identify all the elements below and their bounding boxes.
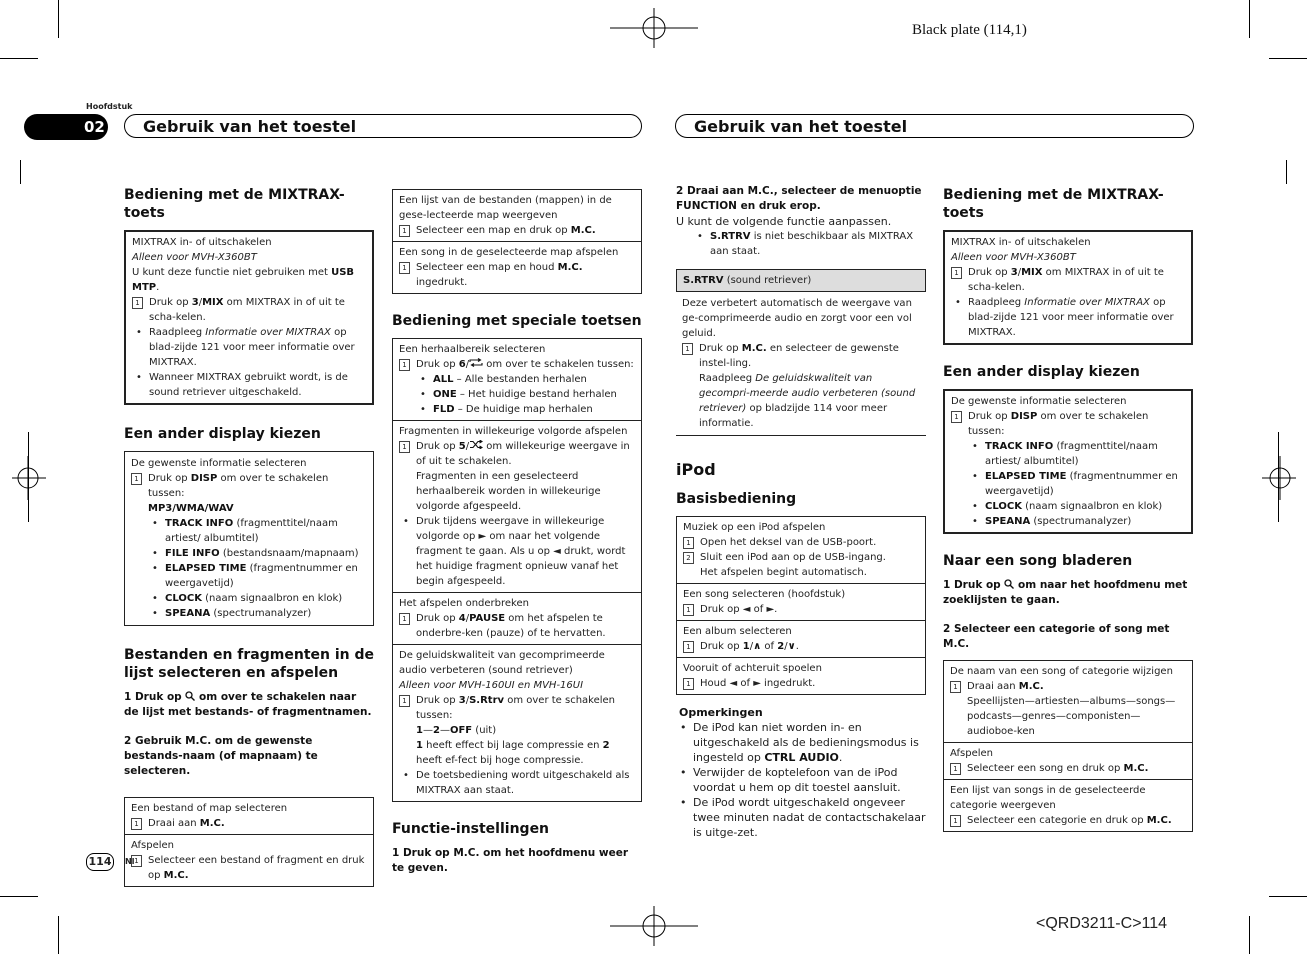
box-heading: De gewenste informatie selecteren <box>951 396 1127 407</box>
bullet: • De toetsbediening wordt uitgeschakeld als MIXTRAX aan staat. <box>399 768 635 798</box>
sub-bullet: • ONE – Het huidige bestand herhalen <box>399 387 635 402</box>
sub-bullet: • ELAPSED TIME (fragmentnummer en weergavetijd) <box>951 469 1185 499</box>
chapter-number: 02 <box>84 118 105 136</box>
crop-mark <box>58 916 59 954</box>
numbered-step: 1 Selecteer een categorie en druk op M.C. <box>950 813 1186 828</box>
box-heading: Een album selecteren <box>683 626 792 637</box>
numbered-step: 2 Sluit een iPod aan op de USB-ingang. <box>683 550 919 565</box>
numbered-step: 1 Druk op DISP om over te schakelen tussen: <box>131 471 367 501</box>
box-heading: Afspelen <box>950 748 993 759</box>
numbered-step: 1 Draai aan M.C. <box>131 816 367 831</box>
column-4 <box>943 186 1193 832</box>
sub-bullet: • TRACK INFO (fragmenttitel/naam artiest/ albumtitel) <box>951 439 1185 469</box>
document-code: <QRD3211-C>114 <box>1036 915 1168 932</box>
box-section <box>125 834 373 886</box>
text: U kunt de volgende functie aanpassen. <box>676 215 892 228</box>
srtrv-header: S.RTRV (sound retriever) <box>676 269 926 292</box>
heading: Naar een song bladeren <box>943 553 1133 569</box>
heading: Bediening met de MIXTRAX-toets <box>943 187 1164 221</box>
numbered-step: 1 Houd ◄ of ► ingedrukt. <box>683 676 919 691</box>
box-heading: Een lijst van songs in de geselecteerde categorie weergeven <box>950 785 1146 811</box>
numbered-step: 1 Druk op 3/S.Rtrv om over te schakelen tussen: <box>399 693 635 723</box>
box-heading: Een bestand of map selecteren <box>131 803 288 814</box>
box-heading: Muziek op een iPod afspelen <box>683 522 826 533</box>
box-section <box>677 583 925 620</box>
bullet: • Raadpleeg Informatie over MIXTRAX op blad-zijde 121 voor meer informatie over MIXTRAX. <box>132 325 366 370</box>
heading: Bestanden en fragmenten in de lijst selecteren en afspelen <box>124 647 374 681</box>
box-section <box>945 391 1191 532</box>
srtrv-block <box>676 269 926 436</box>
text: Deze verbetert automatisch de weergave van ge-comprimeerde audio en zorgt voor een vol geluid. <box>682 298 912 339</box>
chapter-label: Hoofdstuk <box>86 102 133 111</box>
heading: Bediening met de MIXTRAX-toets <box>124 187 345 221</box>
box-section <box>677 657 925 694</box>
select-box <box>124 797 374 887</box>
numbered-step: 1 Selecteer een map en druk op M.C. <box>399 223 635 238</box>
box-heading: De gewenste informatie selecteren <box>131 458 307 469</box>
box-heading: Vooruit of achteruit spoelen <box>683 663 822 674</box>
crop-mark <box>20 160 21 184</box>
box-section <box>944 742 1192 779</box>
box-heading: Een herhaalbereik selecteren <box>399 344 546 355</box>
crop-mark <box>0 896 38 897</box>
box-section <box>393 420 641 592</box>
numbered-step: 1 Open het deksel van de USB-poort. <box>683 535 919 550</box>
bullet: • Wanneer MIXTRAX gebruikt wordt, is de sound retriever uitgeschakeld. <box>132 370 366 400</box>
numbered-step: 1 Druk op M.C. en selecteer de gewenste instel-ling. <box>682 341 920 371</box>
box-section <box>393 592 641 644</box>
step-number: 1 <box>132 297 143 309</box>
crop-mark <box>1269 896 1307 897</box>
text: Fragmenten in een geselecteerd herhaalbereik worden in willekeurige volgorde afgespeeld. <box>416 471 601 512</box>
text: Speellijsten—artiesten—albums—songs—podcasts—genres—componisten—audioboe-ken <box>967 696 1176 737</box>
bullet: • De iPod wordt uitgeschakeld ongeveer twee minuten nadat de contactschakelaar is uitge-zet. <box>676 795 926 840</box>
sub-bullet: • SPEANA (spectrumanalyzer) <box>131 606 367 621</box>
numbered-step: 1 Druk op DISP om over te schakelen tussen: <box>951 409 1185 439</box>
box-heading: Fragmenten in willekeurige volgorde afspelen <box>399 426 628 437</box>
numbered-step: 1 Druk op 5/ om willekeurige weergave in of uit te schakelen. <box>399 439 635 469</box>
sub-bullet: • FILE INFO (bestandsnaam/mapnaam) <box>131 546 367 561</box>
shuffle-icon <box>469 440 483 449</box>
text: Het afspelen begint automatisch. <box>700 567 867 578</box>
box-section <box>945 232 1191 343</box>
model-note: Alleen voor MVH-160UI en MVH-16UI <box>399 680 584 691</box>
notes-heading: Opmerkingen <box>679 706 763 719</box>
model-note: Alleen voor MVH-X360BT <box>132 252 257 263</box>
box-heading: De naam van een song of categorie wijzigen <box>950 666 1173 677</box>
crop-mark <box>1249 0 1250 38</box>
numbered-step: 1 Draai aan M.C. <box>950 679 1186 694</box>
heading: Basisbediening <box>676 491 797 507</box>
box-heading: Afspelen <box>131 840 174 851</box>
box-section <box>677 517 925 583</box>
box-section <box>393 241 641 293</box>
box-heading: Een lijst van de bestanden (mappen) in de gese-lecteerde map weergeven <box>399 195 612 221</box>
sub-bullet: • S.RTRV is niet beschikbaar als MIXTRAX aan staat. <box>676 229 926 259</box>
box-heading: Een song in de geselecteerde map afspelen <box>399 247 619 258</box>
registration-mark-top <box>610 8 698 48</box>
sub-bullet: • CLOCK (naam signaalbron en klok) <box>951 499 1185 514</box>
list-box <box>392 189 642 294</box>
numbered-step: 1 Druk op 6/ om over te schakelen tussen: <box>399 357 635 372</box>
search-icon <box>185 691 195 701</box>
section-header-right <box>675 114 1194 138</box>
numbered-step: 1 Druk op ◄ of ►. <box>683 602 919 617</box>
section-title: Gebruik van het toestel <box>143 117 357 136</box>
bullet: • Druk tijdens weergave in willekeurige volgorde op ► om naar het volgende fragment te gaan. Als u op ◄ drukt, wordt het huidige fragment opnieuw vanaf het begin afgespeeld. <box>399 514 635 589</box>
numbered-step: 1 Selecteer een song en druk op M.C. <box>950 761 1186 776</box>
display-box <box>943 389 1193 534</box>
box-section <box>944 779 1192 831</box>
plate-label: Black plate (114,1) <box>912 22 1027 38</box>
box-heading: De geluidskwaliteit van gecomprimeerde audio verbeteren (sound retriever) <box>399 650 605 676</box>
bullet: • Verwijder de koptelefoon van de iPod voordat u hem op dit toestel aansluit. <box>676 765 926 795</box>
sub-bullet: • FLD – De huidige map herhalen <box>399 402 635 417</box>
heading: Bediening met speciale toetsen <box>392 313 642 329</box>
text: U kunt deze functie niet gebruiken met USB MTP. <box>132 267 355 293</box>
numbered-step: 1 Selecteer een bestand of fragment en druk op M.C. <box>131 853 367 883</box>
crop-mark <box>1269 58 1307 59</box>
category-box <box>943 660 1193 832</box>
box-heading: MIXTRAX in- of uitschakelen <box>951 237 1091 248</box>
column-1 <box>124 186 374 887</box>
crop-mark <box>58 0 59 38</box>
registration-mark-right <box>1262 456 1296 500</box>
box-section <box>944 661 1192 742</box>
display-box <box>124 451 374 626</box>
crop-mark <box>1286 160 1287 184</box>
step: 2 Draai aan M.C., selecteer de menuoptie FUNCTION en druk erop. <box>676 185 922 212</box>
box-section <box>126 232 372 403</box>
registration-mark-left <box>12 456 46 500</box>
language-code: Nl <box>125 857 135 866</box>
section-title: Gebruik van het toestel <box>694 117 908 136</box>
special-keys-box <box>392 338 642 802</box>
bullet: • De iPod kan niet worden in- en uitgeschakeld als de bedieningsmodus is ingesteld op CTRL AUDIO. <box>676 720 926 765</box>
box-heading: Het afspelen onderbreken <box>399 598 529 609</box>
registration-mark-bottom <box>610 906 698 946</box>
reference: Raadpleeg De geluidskwaliteit van gecompri-meerde audio verbeteren (sound retriever) op bladzijde 114 voor meer informatie. <box>699 373 916 429</box>
box-section <box>393 190 641 241</box>
bullet: • Raadpleeg Informatie over MIXTRAX op blad-zijde 121 voor meer informatie over MIXTRAX. <box>951 295 1185 340</box>
box-heading: MIXTRAX in- of uitschakelen <box>132 237 272 248</box>
sequence: 1—2—OFF (uit) <box>416 725 497 736</box>
box-section <box>393 339 641 420</box>
step: 2 Gebruik M.C. om de gewenste bestands-naam (of mapnaam) te selecteren. <box>124 735 318 777</box>
text: 1 heeft effect bij lage compressie en 2 heeft ef-fect bij hoge compressie. <box>416 740 610 766</box>
page-number: 114 <box>86 853 114 871</box>
step: 1 Druk op om over te schakelen naar de lijst met bestands- of fragmentnamen. <box>124 691 372 718</box>
model-note: Alleen voor MVH-X360BT <box>951 252 1076 263</box>
crop-mark <box>0 58 38 59</box>
box-section <box>677 620 925 657</box>
column-2 <box>392 189 642 876</box>
modes: MP3/WMA/WAV <box>148 503 234 514</box>
numbered-step: 1 Druk op 3/MIX om MIXTRAX in of uit te scha-kelen. <box>132 295 366 325</box>
mixtrax-box <box>943 230 1193 345</box>
heading: Een ander display kiezen <box>124 426 321 442</box>
crop-mark <box>1249 916 1250 954</box>
numbered-step: 1 Selecteer een map en houd M.C. ingedrukt. <box>399 260 635 290</box>
column-3 <box>676 184 926 840</box>
box-section <box>125 452 373 625</box>
step: 2 Selecteer een categorie of song met M.C. <box>943 623 1170 650</box>
heading: Functie-instellingen <box>392 821 550 837</box>
search-icon <box>1004 579 1014 589</box>
mixtrax-box <box>124 230 374 405</box>
box-heading: Een song selecteren (hoofdstuk) <box>683 589 846 600</box>
sub-bullet: • SPEANA (spectrumanalyzer) <box>951 514 1185 529</box>
sub-bullet: • ELAPSED TIME (fragmentnummer en weergavetijd) <box>131 561 367 591</box>
step: 1 Druk op M.C. om het hoofdmenu weer te geven. <box>392 847 628 874</box>
section-header-left <box>124 114 642 138</box>
heading: Een ander display kiezen <box>943 364 1140 380</box>
box-section <box>393 644 641 801</box>
box-section <box>125 798 373 834</box>
numbered-step: 1 Druk op 4/PAUSE om het afspelen te onderbre-ken (pauze) of te hervatten. <box>399 611 635 641</box>
numbered-step: 1 Druk op 3/MIX om MIXTRAX in of uit te scha-kelen. <box>951 265 1185 295</box>
heading: iPod <box>676 460 716 479</box>
sub-bullet: • CLOCK (naam signaalbron en klok) <box>131 591 367 606</box>
step: 1 Druk op om naar het hoofdmenu met zoeklijsten te gaan. <box>943 579 1188 606</box>
repeat-icon <box>469 358 483 367</box>
sub-bullet: • TRACK INFO (fragmenttitel/naam artiest/ albumtitel) <box>131 516 367 546</box>
basic-box <box>676 516 926 695</box>
numbered-step: 1 Druk op 1/∧ of 2/∨. <box>683 639 919 654</box>
sub-bullet: • ALL – Alle bestanden herhalen <box>399 372 635 387</box>
